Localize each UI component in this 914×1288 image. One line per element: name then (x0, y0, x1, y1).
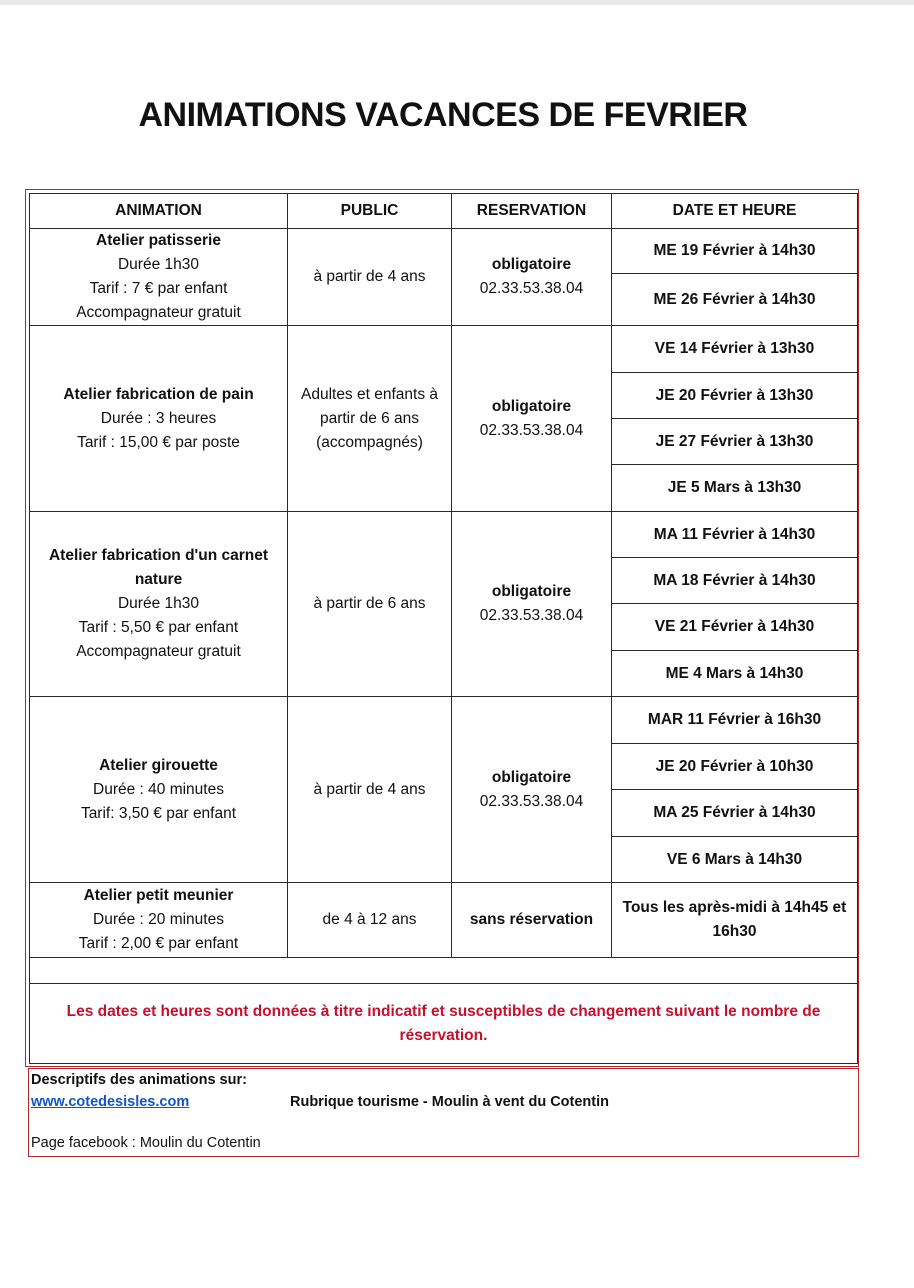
reservation-phone: 02.33.53.38.04 (479, 607, 584, 624)
activity-cell (30, 229, 288, 326)
activity-cell (30, 883, 288, 958)
date-cell: MA 11 Février à 14h30 (612, 512, 858, 558)
reservation-status: obligatoire (491, 397, 572, 415)
activity-detail: Tarif: 3,50 € par enfant (80, 804, 237, 822)
notice-text: Les dates et heures sont données à titre indicatif et susceptibles de changement suivant le nombre de réservation. (30, 984, 858, 1064)
header-animation: ANIMATION (30, 194, 288, 229)
page-title: ANIMATIONS VACANCES DE FEVRIER (138, 96, 748, 134)
date-cell: ME 19 Février à 14h30 (612, 229, 858, 274)
table-row (30, 697, 858, 744)
reservation-cell (452, 512, 612, 697)
activity-detail: Accompagnateur gratuit (76, 643, 241, 660)
date-cell: ME 4 Mars à 14h30 (612, 651, 858, 697)
date-cell: MA 18 Février à 14h30 (612, 558, 858, 604)
website-link[interactable]: www.cotedesisles.com (31, 1094, 190, 1110)
public-cell: à partir de 4 ans (288, 697, 452, 883)
activity-name: Atelier girouette (99, 756, 218, 774)
public-cell: Adultes et enfants à partir de 6 ans (accompagnés) (288, 326, 452, 512)
date-cell: JE 20 Février à 13h30 (612, 373, 858, 419)
spacer-row (30, 958, 858, 984)
activity-detail: Durée : 40 minutes (93, 780, 224, 798)
footer-heading: Descriptifs des animations sur: (31, 1072, 247, 1088)
table-row (30, 883, 858, 958)
activity-detail: Tarif : 2,00 € par enfant (78, 935, 239, 952)
date-cell: JE 5 Mars à 13h30 (612, 465, 858, 512)
reservation-status: obligatoire (491, 583, 572, 600)
activity-name: Atelier fabrication de pain (63, 385, 254, 403)
table-row (30, 229, 858, 274)
table-header-row (30, 194, 858, 229)
public-cell: de 4 à 12 ans (288, 883, 452, 958)
activity-detail: Accompagnateur gratuit (76, 304, 241, 321)
activity-detail: Durée 1h30 (117, 256, 199, 273)
activity-detail: Tarif : 7 € par enfant (89, 280, 228, 297)
date-cell: MA 25 Février à 14h30 (612, 790, 858, 837)
date-cell: VE 21 Février à 14h30 (612, 604, 858, 651)
notice-row (30, 984, 858, 1064)
reservation-cell (452, 883, 612, 958)
activity-detail: Durée : 20 minutes (93, 911, 224, 928)
table-row (30, 512, 858, 558)
reservation-cell (452, 326, 612, 512)
activity-detail: Tarif : 15,00 € par poste (77, 433, 240, 451)
schedule-table (29, 193, 858, 1064)
activity-detail: Durée 1h30 (117, 595, 199, 612)
footer-rubrique: Rubrique tourisme - Moulin à vent du Cotentin (290, 1094, 609, 1110)
public-cell: à partir de 4 ans (288, 229, 452, 326)
public-cell: à partir de 6 ans (288, 512, 452, 697)
date-cell: JE 27 Février à 13h30 (612, 419, 858, 465)
reservation-cell (452, 697, 612, 883)
activity-name: Atelier petit meunier (83, 887, 234, 904)
header-reservation: RESERVATION (452, 194, 612, 229)
activity-detail: Durée : 3 heures (100, 409, 217, 427)
date-cell: VE 6 Mars à 14h30 (612, 837, 858, 883)
date-cell: VE 14 Février à 13h30 (612, 326, 858, 373)
reservation-status: obligatoire (491, 256, 572, 273)
footer-facebook: Page facebook : Moulin du Cotentin (31, 1135, 261, 1151)
reservation-cell (452, 229, 612, 326)
header-date: DATE ET HEURE (612, 194, 858, 229)
window-top-bar (0, 0, 914, 5)
header-public: PUBLIC (288, 194, 452, 229)
activity-cell (30, 512, 288, 697)
activity-detail: Tarif : 5,50 € par enfant (78, 619, 239, 636)
reservation-status: sans réservation (469, 911, 594, 928)
date-cell: JE 20 Février à 10h30 (612, 744, 858, 790)
activity-name: Atelier fabrication d'un carnet nature (48, 547, 268, 588)
date-cell: MAR 11 Février à 16h30 (612, 697, 858, 744)
reservation-phone: 02.33.53.38.04 (479, 421, 584, 439)
date-cell: Tous les après-midi à 14h45 et 16h30 (612, 883, 858, 958)
reservation-phone: 02.33.53.38.04 (479, 792, 584, 810)
activity-name: Atelier patisserie (96, 232, 221, 249)
activity-cell (30, 697, 288, 883)
activity-cell (30, 326, 288, 512)
reservation-status: obligatoire (491, 768, 572, 786)
reservation-phone: 02.33.53.38.04 (479, 280, 584, 297)
table-row (30, 326, 858, 373)
date-cell: ME 26 Février à 14h30 (612, 274, 858, 326)
